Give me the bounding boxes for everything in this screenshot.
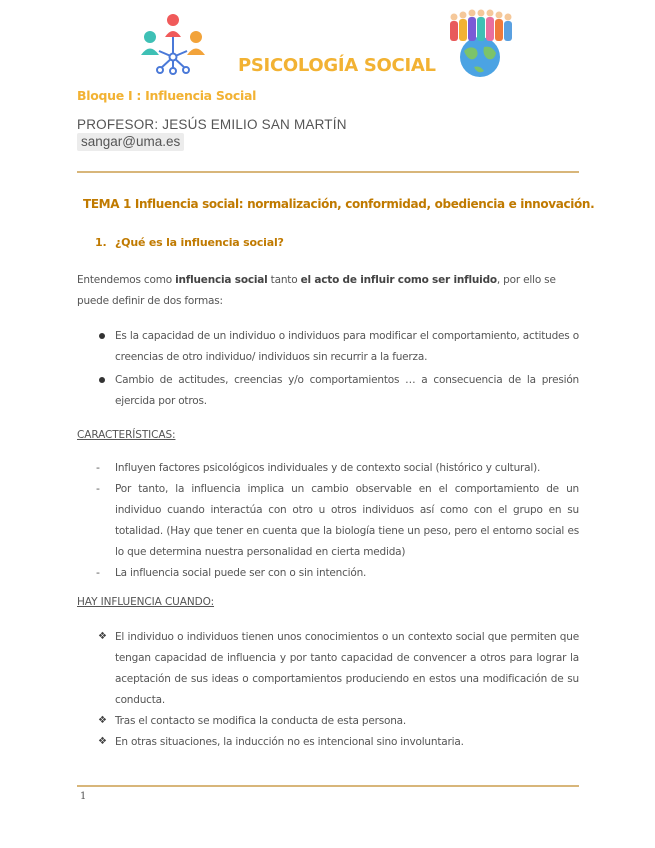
- block-title: Bloque I : Influencia Social: [77, 88, 257, 103]
- intro-bold-2: el acto de influir como ser influido: [300, 274, 497, 286]
- dash-bullet-icon: -: [96, 461, 100, 474]
- professor-email[interactable]: sangar@uma.es: [77, 133, 184, 151]
- question-number: 1.: [95, 236, 107, 249]
- diamond-bullet-icon: ❖: [98, 631, 107, 642]
- characteristic-item: Influyen factores psicológicos individuales y de contexto social (histórico y cultural).: [115, 462, 541, 474]
- page-number: 1: [80, 791, 87, 802]
- characteristics-label: CARACTERÍSTICAS:: [77, 429, 176, 441]
- intro-paragraph: Entendemos como influencia social tanto el acto de influir como ser influido, por ello se puede definir de dos formas:: [77, 274, 556, 307]
- diamond-bullet-icon: ❖: [98, 715, 107, 726]
- header-divider: [77, 171, 579, 173]
- bullet-dot-icon: [99, 377, 105, 383]
- question-text: ¿Qué es la influencia social?: [115, 236, 284, 249]
- characteristic-item: La influencia social puede ser con o sin intención.: [115, 567, 367, 579]
- footer-divider: [77, 785, 579, 787]
- page-title: PSICOLOGÍA SOCIAL: [238, 55, 436, 76]
- intro-bold-1: influencia social: [175, 274, 268, 286]
- tema-heading: TEMA 1 Influencia social: normalización, conformidad, obediencia e innovación.: [83, 197, 595, 211]
- diamond-bullet-icon: ❖: [98, 736, 107, 747]
- dash-bullet-icon: -: [96, 482, 100, 495]
- dash-bullet-icon: -: [96, 566, 100, 579]
- definition-item: Es la capacidad de un individuo o individuos para modificar el comportamiento, actitudes o creencias de otro individuo/ individuos sin recurrir a la fuerza.: [115, 330, 579, 363]
- people-on-globe-icon: [444, 7, 516, 77]
- characteristic-item: Por tanto, la influencia implica un cambio observable en el comportamiento de un individuo cuando interactúa con otro u otros individuos así como con el grupo en su totalidad. (Hay que tener en cuenta que la biología tiene un peso, pero el entorno social es lo que determina nuestra personalidad en cierta medida): [115, 483, 579, 558]
- question-heading: [95, 236, 284, 249]
- bullet-dot-icon: [99, 333, 105, 339]
- definition-item: Cambio de actitudes, creencias y/o comportamientos … a consecuencia de la presión ejercida por otros.: [115, 374, 579, 407]
- influence-when-label: HAY INFLUENCIA CUANDO:: [77, 596, 215, 608]
- people-network-icon: [138, 11, 208, 77]
- influence-item: En otras situaciones, la inducción no es intencional sino involuntaria.: [115, 736, 464, 748]
- professor-name: PROFESOR: JESÚS EMILIO SAN MARTÍN: [77, 117, 347, 132]
- influence-item: El individuo o individuos tienen unos conocimientos o un contexto social que permiten que tengan capacidad de influencia y por tanto capacidad de convencer a otros para lograr la aceptación de sus ideas o comportamientos produciendo en estos una modificación de su conducta.: [115, 631, 579, 706]
- influence-item: Tras el contacto se modifica la conducta de esta persona.: [115, 715, 407, 727]
